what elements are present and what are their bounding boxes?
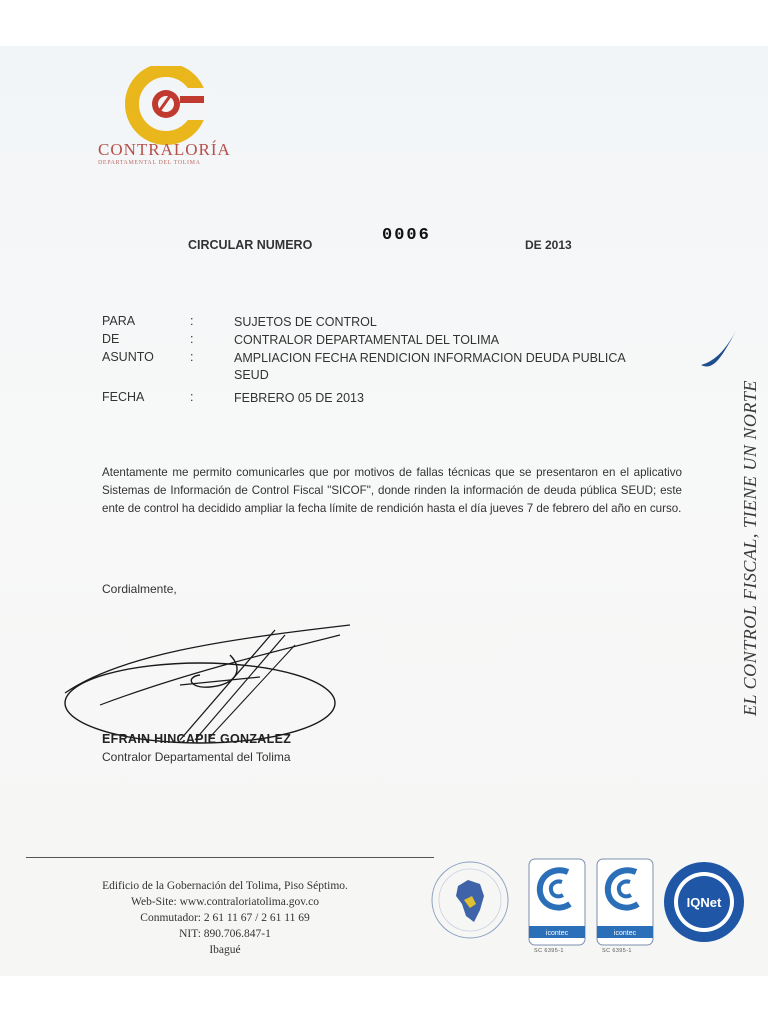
circular-label: CIRCULAR NUMERO [188,238,313,252]
footer-line-city: Ibagué [209,944,241,956]
footer-address [40,878,410,958]
fecha-colon: : [190,390,194,404]
closing-text: Cordialmente, [102,582,177,596]
icontec-badge-icon [596,858,654,946]
circular-year: DE 2013 [525,238,572,252]
cert-caption-a: SC 6395-1 [534,948,564,954]
icontec-badge-icon [528,858,586,946]
signature-icon [60,615,380,750]
de-label: DE [102,332,120,346]
footer-divider [26,857,434,858]
icontec-certificate-b [596,858,654,946]
para-colon: : [190,314,194,328]
circular-number: 0006 [382,226,431,245]
de-value: CONTRALOR DEPARTAMENTAL DEL TOLIMA [234,333,500,347]
vertical-slogan: EL CONTROL FISCAL, TIENE UN NORTE [740,380,760,716]
icontec-label-b: icontec [613,930,637,937]
asunto-value: AMPLIACION FECHA RENDICION INFORMACION DEUDA PUBLICA SEUD [234,351,626,382]
signer-name: EFRAIN HINCAPIE GONZALEZ [102,732,292,746]
fecha-value: FEBRERO 05 DE 2013 [234,391,364,405]
footer-line-nit: NIT: 890.706.847-1 [179,928,271,940]
logo-wordmark: CONTRALORÍA [98,140,231,159]
asunto-colon: : [190,350,194,364]
logo-subtitle: DEPARTAMENTAL DEL TOLIMA [98,160,201,166]
footer-line-building: Edificio de la Gobernación del Tolima, Piso Séptimo. [102,880,348,892]
north-swoosh-icon [697,325,742,375]
icontec-label-a: icontec [545,930,569,937]
signer-title: Contralor Departamental del Tolima [102,750,291,764]
body-paragraph: Atentamente me permito comunicarles que por motivos de fallas técnicas que se presentaron en el aplicativo Sistemas de Información de Control Fiscal "SICOF", donde rinden la información de deuda pública SEUD; este ente de control ha decidido ampliar la fecha límite de rendición hasta el día jueves 7 de febrero del año en curso. [102,466,682,516]
iqnet-seal-icon [662,860,746,944]
de-colon: : [190,332,194,346]
footer-line-website: Web-Site: www.contraloriatolima.gov.co [131,896,319,908]
asunto-label: ASUNTO [102,350,154,364]
fecha-label: FECHA [102,390,145,404]
iqnet-label: IQNet [686,895,722,910]
icontec-certificate-a [528,858,586,946]
cert-caption-b: SC 6395-1 [602,948,632,954]
colombia-map-seal-icon [428,856,512,946]
footer-line-phone: Conmutador: 2 61 11 67 / 2 61 11 69 [140,912,310,924]
para-value: SUJETOS DE CONTROL [234,315,377,329]
para-label: PARA [102,314,136,328]
